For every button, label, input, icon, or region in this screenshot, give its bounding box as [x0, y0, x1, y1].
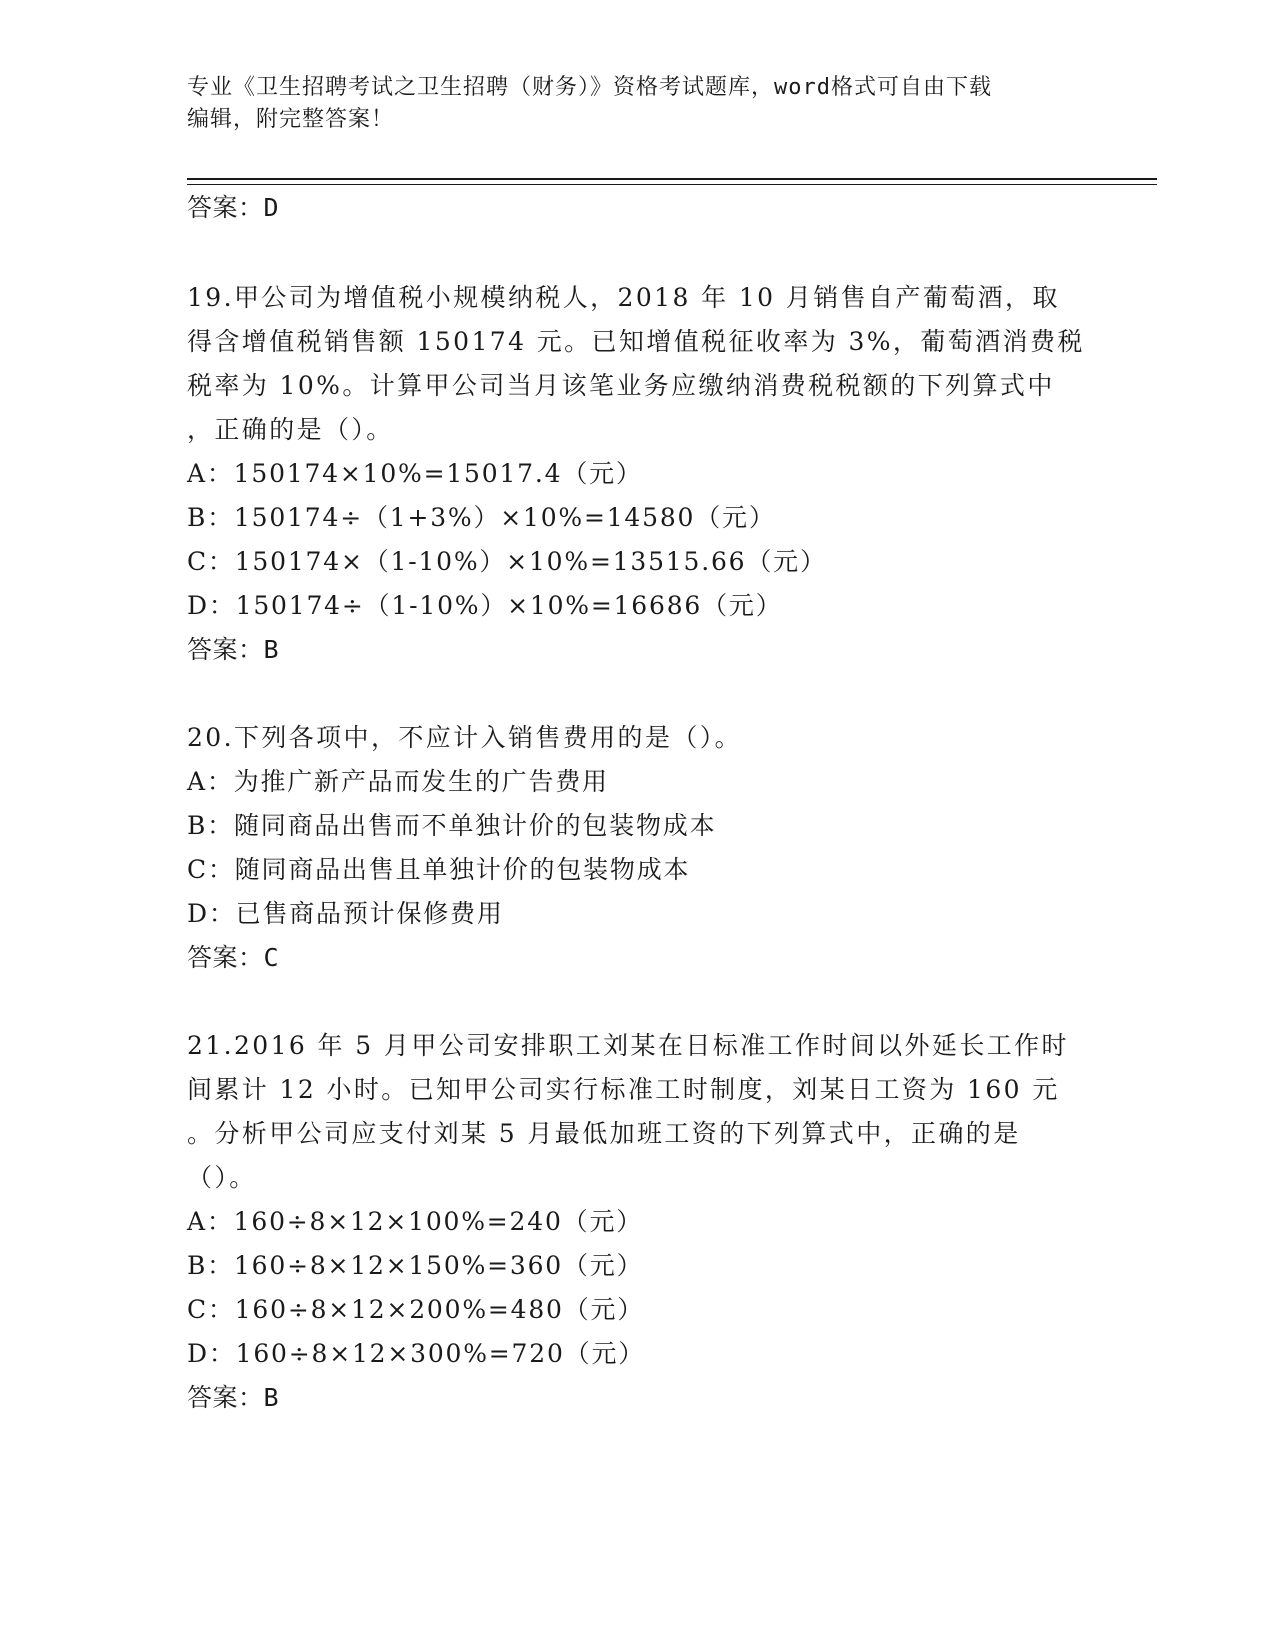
- question-21-line-3: 。分析甲公司应支付刘某 5 月最低加班工资的下列算式中，正确的是: [187, 1119, 1021, 1148]
- header-divider-thin: [187, 184, 1157, 185]
- question-19-option-a: A：150174×10%=15017.4（元）: [187, 459, 643, 488]
- question-20-option-b: B：随同商品出售而不单独计价的包装物成本: [187, 811, 717, 840]
- document-header: [187, 72, 1087, 136]
- question-21-option-b: B：160÷8×12×150%=360（元）: [187, 1251, 644, 1280]
- question-20-option-d: D：已售商品预计保修费用: [187, 899, 504, 928]
- question-19-option-d: D：150174÷（1-10%）×10%=16686（元）: [187, 591, 783, 620]
- question-20-answer: 答案：C: [187, 943, 280, 972]
- question-19-line-2: 得含增值税销售额 150174 元。已知增值税征收率为 3%，葡萄酒消费税: [187, 327, 1085, 356]
- question-21-answer: 答案：B: [187, 1383, 280, 1412]
- question-19-line-1: 19.甲公司为增值税小规模纳税人，2018 年 10 月销售自产葡萄酒，取: [187, 283, 1060, 312]
- header-divider-thick: [187, 178, 1157, 180]
- question-19-answer: 答案：B: [187, 635, 280, 664]
- header-line-2: 编辑，附完整答案！: [187, 107, 395, 132]
- question-20-option-a: A：为推广新产品而发生的广告费用: [187, 767, 609, 796]
- question-19-line-3: 税率为 10%。计算甲公司当月该笔业务应缴纳消费税税额的下列算式中: [187, 371, 1055, 400]
- question-21-option-c: C：160÷8×12×200%=480（元）: [187, 1295, 645, 1324]
- question-19-option-c: C：150174×（1-10%）×10%=13515.66（元）: [187, 547, 827, 576]
- question-20-option-c: C：随同商品出售且单独计价的包装物成本: [187, 855, 691, 884]
- question-20-line-1: 20.下列各项中，不应计入销售费用的是（）。: [187, 723, 743, 752]
- question-19-line-4: ，正确的是（）。: [187, 415, 394, 444]
- question-21-line-1: 21.2016 年 5 月甲公司安排职工刘某在日标准工作时间以外延长工作时: [187, 1031, 1069, 1060]
- question-21-line-4: （）。: [187, 1163, 257, 1192]
- question-21-option-a: A：160÷8×12×100%=240（元）: [187, 1207, 644, 1236]
- header-line-1: 专业《卫生招聘考试之卫生招聘（财务）》资格考试题库，word格式可自由下载: [187, 75, 992, 100]
- question-21-option-d: D：160÷8×12×300%=720（元）: [187, 1339, 646, 1368]
- previous-answer: 答案：D: [187, 193, 280, 222]
- question-19-option-b: B：150174÷（1+3%）×10%=14580（元）: [187, 503, 776, 532]
- question-21-line-2: 间累计 12 小时。已知甲公司实行标准工时制度，刘某日工资为 160 元: [187, 1075, 1060, 1104]
